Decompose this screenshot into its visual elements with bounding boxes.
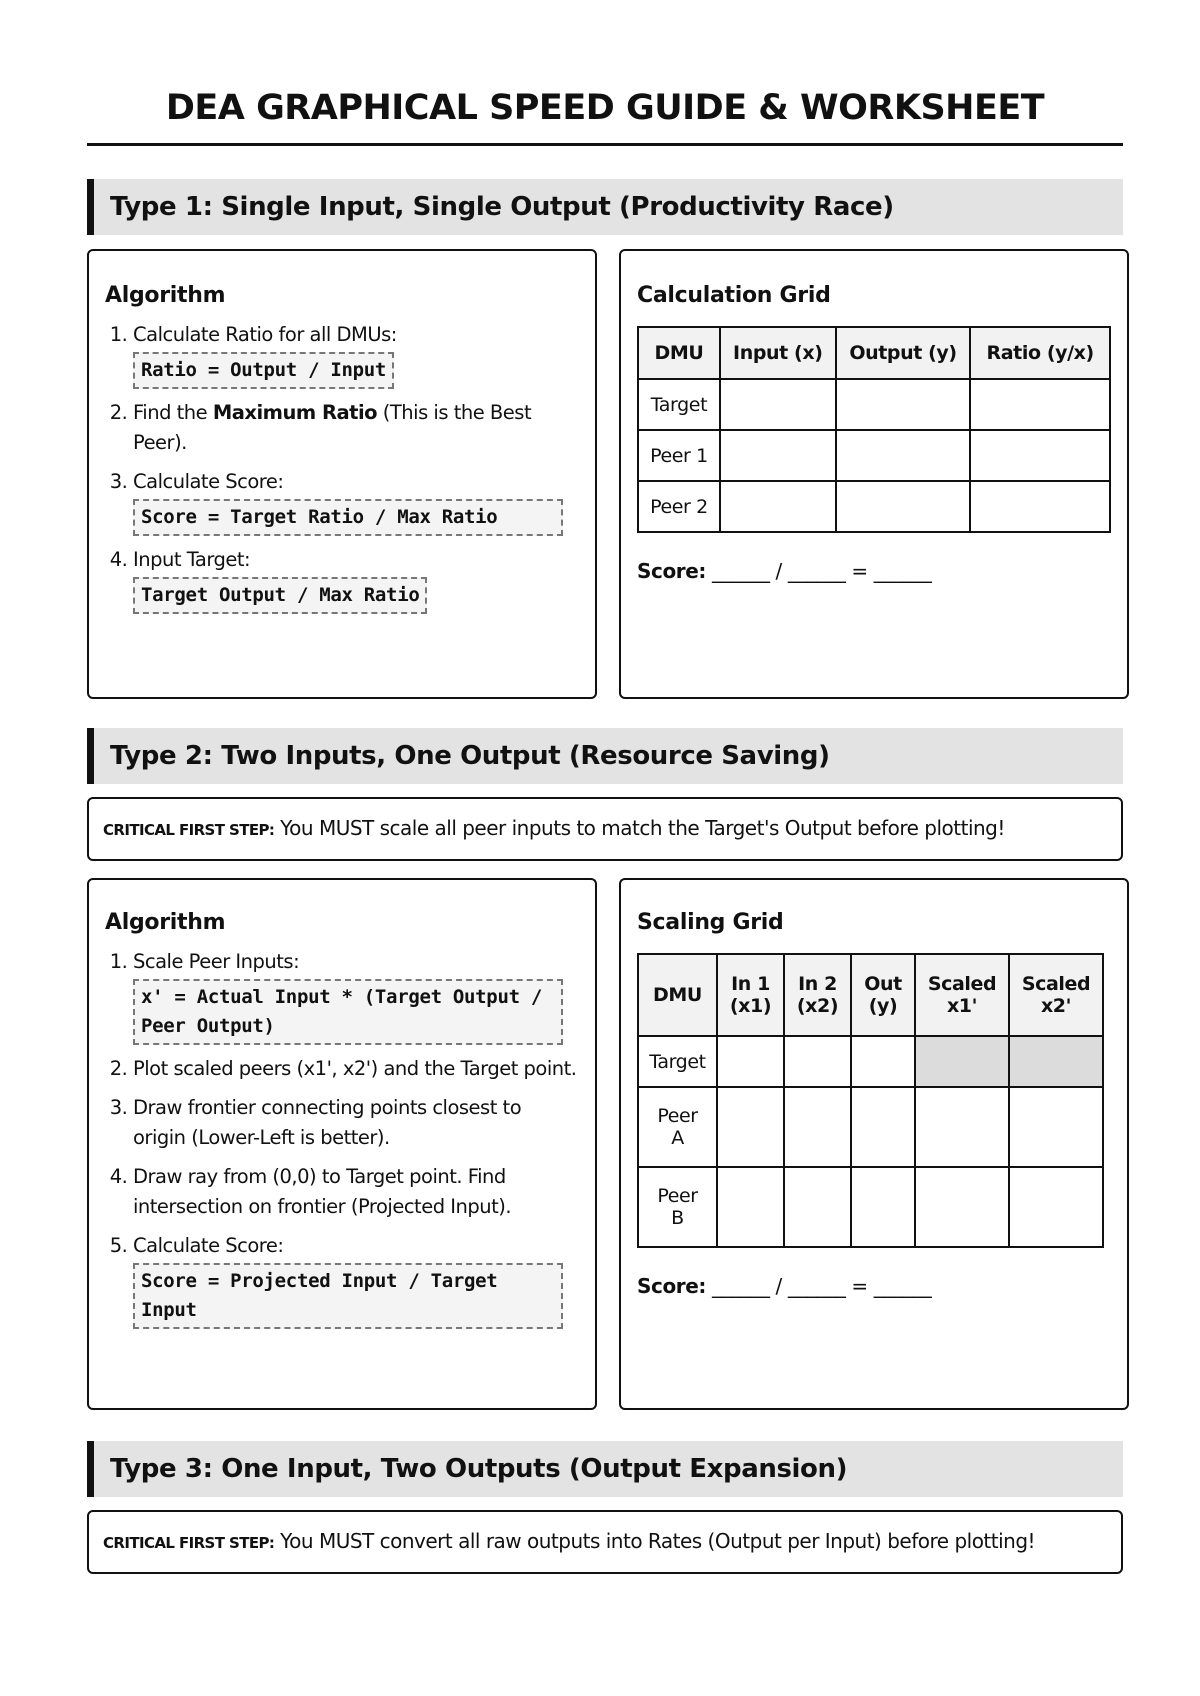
ratio-cell[interactable]: [970, 430, 1110, 481]
type3-section-header: Type 3: One Input, Two Outputs (Output Expansion): [87, 1441, 1123, 1497]
type1-grid-title: Calculation Grid: [637, 283, 831, 308]
score-blanks: ______ / ______ = ______: [712, 1274, 932, 1298]
type1-score-formula: Score = Target Ratio / Max Ratio: [133, 499, 563, 536]
type1-calculation-grid: [637, 326, 1111, 533]
type1-step-1: [133, 320, 579, 389]
output-cell[interactable]: [836, 481, 971, 532]
type1-calculation-panel: [619, 249, 1129, 699]
col-dmu: DMU: [638, 954, 717, 1036]
scaled-x2-cell[interactable]: [1009, 1087, 1103, 1167]
scaled-x2-cell-shaded: [1009, 1036, 1103, 1087]
in1-cell[interactable]: [717, 1087, 784, 1167]
ratio-cell[interactable]: [970, 481, 1110, 532]
critical-step-label: CRITICAL FIRST STEP:: [103, 1534, 275, 1552]
type1-algorithm-title: Algorithm: [105, 283, 226, 308]
table-row: [638, 1087, 1103, 1167]
type1-step-4: [133, 545, 579, 614]
row-label: Peer B: [638, 1167, 717, 1247]
table-row: [638, 1036, 1103, 1087]
col-scaled-x1: Scaled x1': [915, 954, 1009, 1036]
input-cell[interactable]: [720, 379, 836, 430]
col-scaled-x2: Scaled x2': [1009, 954, 1103, 1036]
col-dmu: DMU: [638, 327, 720, 379]
in1-cell[interactable]: [717, 1036, 784, 1087]
row-label: Target: [638, 379, 720, 430]
scaled-x1-cell-shaded: [915, 1036, 1009, 1087]
row-label: Peer 2: [638, 481, 720, 532]
type2-algorithm-title: Algorithm: [105, 910, 226, 935]
type2-step-1-text: Scale Peer Inputs:: [133, 950, 300, 973]
type2-algorithm-panel: [87, 878, 597, 1410]
type2-critical-note: [87, 797, 1123, 861]
table-row: [638, 379, 1110, 430]
col-output: Output (y): [836, 327, 971, 379]
type2-step-5: [133, 1231, 579, 1329]
critical-step-label: CRITICAL FIRST STEP:: [103, 821, 275, 839]
type2-step-3-text: Draw frontier connecting points closest to origin (Lower-Left is better).: [133, 1096, 522, 1149]
input-cell[interactable]: [720, 481, 836, 532]
type1-step-2-post: (This is the Best Peer).: [133, 401, 532, 454]
row-label: Peer A: [638, 1087, 717, 1167]
type2-algorithm-steps: [105, 947, 579, 1329]
in2-cell[interactable]: [784, 1167, 851, 1247]
type1-step-3-text: Calculate Score:: [133, 470, 284, 493]
grid-header-row: [638, 327, 1110, 379]
type1-step-2: [133, 398, 579, 458]
ratio-cell[interactable]: [970, 379, 1110, 430]
output-cell[interactable]: [836, 430, 971, 481]
type2-score-line: [637, 1274, 1111, 1298]
type2-scaling-panel: [619, 878, 1129, 1410]
row-label: Target: [638, 1036, 717, 1087]
score-label: Score:: [637, 559, 707, 583]
page-title: DEA GRAPHICAL SPEED GUIDE & WORKSHEET: [165, 88, 1045, 128]
col-in2: In 2 (x2): [784, 954, 851, 1036]
col-in1: In 1 (x1): [717, 954, 784, 1036]
type1-step-2-pre: Find the: [133, 401, 213, 424]
col-ratio: Ratio (y/x): [970, 327, 1110, 379]
input-cell[interactable]: [720, 430, 836, 481]
critical-step-text: You MUST scale all peer inputs to match the Target's Output before plotting!: [274, 816, 1005, 840]
type2-step-5-text: Calculate Score:: [133, 1234, 284, 1257]
table-row: [638, 481, 1110, 532]
type1-step-1-text: Calculate Ratio for all DMUs:: [133, 323, 397, 346]
in2-cell[interactable]: [784, 1036, 851, 1087]
row-label: Peer 1: [638, 430, 720, 481]
type1-target-formula: Target Output / Max Ratio: [133, 577, 427, 614]
type1-section-header: Type 1: Single Input, Single Output (Productivity Race): [87, 179, 1123, 235]
type1-ratio-formula: Ratio = Output / Input: [133, 352, 394, 389]
score-blanks: ______ / ______ = ______: [712, 559, 932, 583]
type2-step-2-text: Plot scaled peers (x1', x2') and the Target point.: [133, 1057, 577, 1080]
score-label: Score:: [637, 1274, 707, 1298]
type1-algorithm-panel: [87, 249, 597, 699]
scaled-x1-cell[interactable]: [915, 1167, 1009, 1247]
type2-grid-title: Scaling Grid: [637, 910, 784, 935]
col-out: Out (y): [851, 954, 915, 1036]
type2-step-4: [133, 1162, 579, 1222]
out-cell[interactable]: [851, 1036, 915, 1087]
type3-critical-note: [87, 1510, 1123, 1574]
type2-step-3: [133, 1093, 579, 1153]
type2-section-header: Type 2: Two Inputs, One Output (Resource Saving): [87, 728, 1123, 784]
type2-step-4-text: Draw ray from (0,0) to Target point. Find intersection on frontier (Projected Input).: [133, 1165, 512, 1218]
critical-step-text: You MUST convert all raw outputs into Rates (Output per Input) before plotting!: [274, 1529, 1036, 1553]
scaled-x2-cell[interactable]: [1009, 1167, 1103, 1247]
type1-step-2-bold: Maximum Ratio: [212, 401, 378, 424]
type2-scale-formula: x' = Actual Input * (Target Output / Peer Output): [133, 979, 563, 1045]
in2-cell[interactable]: [784, 1087, 851, 1167]
type2-scaling-grid: [637, 953, 1104, 1248]
scaled-x1-cell[interactable]: [915, 1087, 1009, 1167]
out-cell[interactable]: [851, 1167, 915, 1247]
in1-cell[interactable]: [717, 1167, 784, 1247]
type1-score-line: [637, 559, 1111, 583]
type1-step-3: [133, 467, 579, 536]
type1-algorithm-steps: [105, 320, 579, 614]
type2-score-formula: Score = Projected Input / Target Input: [133, 1263, 563, 1329]
type2-step-2: [133, 1054, 579, 1084]
grid-header-row: [638, 954, 1103, 1036]
out-cell[interactable]: [851, 1087, 915, 1167]
table-row: [638, 1167, 1103, 1247]
title-divider: [87, 143, 1123, 146]
type2-step-1: [133, 947, 579, 1045]
table-row: [638, 430, 1110, 481]
type1-step-4-text: Input Target:: [133, 548, 251, 571]
output-cell[interactable]: [836, 379, 971, 430]
col-input: Input (x): [720, 327, 836, 379]
